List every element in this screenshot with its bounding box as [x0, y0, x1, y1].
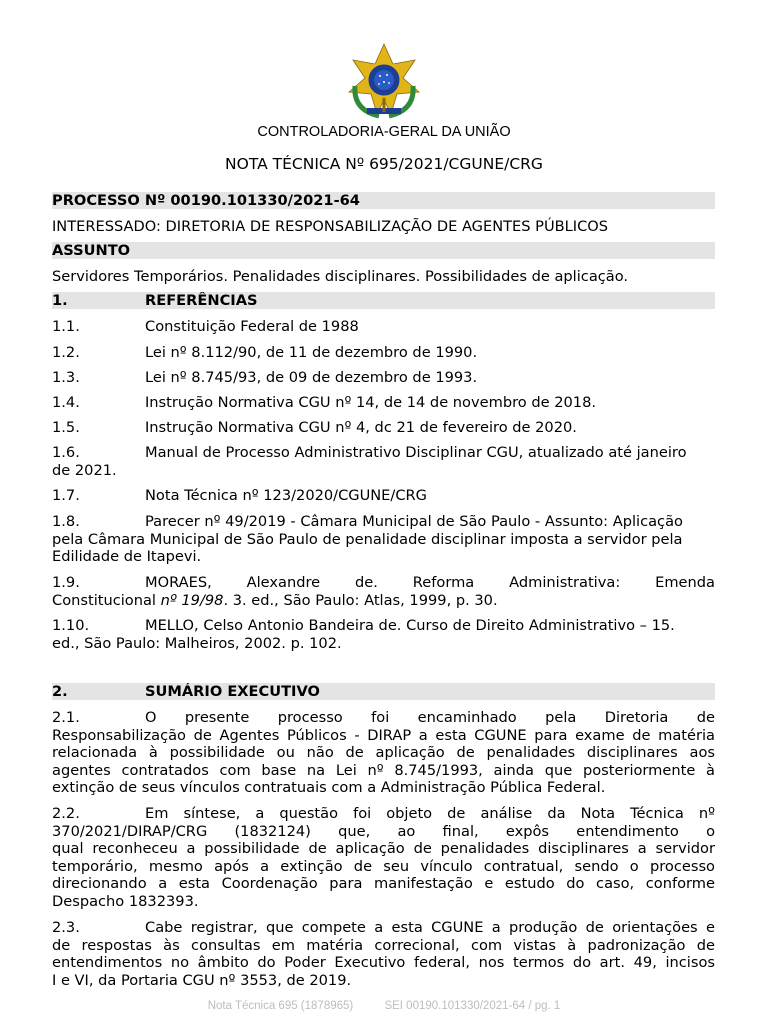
- assunto-text: Servidores Temporários. Penalidades disciplinares. Possibilidades de aplicação.: [52, 268, 629, 285]
- paragraph-line: [52, 805, 715, 823]
- item-text: Parecer nº 49/2019 - Câmara Municipal de São Paulo - Assunto: Aplicação: [145, 513, 683, 530]
- section-title: REFERÊNCIAS: [145, 292, 258, 309]
- reference-item: [52, 419, 715, 437]
- reference-item: [52, 444, 715, 462]
- paragraph-line: extinção de seus vínculos contratuais com a Administração Pública Federal.: [52, 779, 606, 796]
- item-number: 1.8.: [52, 513, 80, 530]
- section-number: 2.: [52, 683, 68, 700]
- footer-note-id: Nota Técnica 695 (1878965): [207, 1000, 354, 1012]
- section-title: SUMÁRIO EXECUTIVO: [145, 683, 320, 700]
- item-number: 1.7.: [52, 487, 80, 504]
- item-continuation: Edilidade de Itapevi.: [52, 548, 202, 565]
- reference-item: [52, 617, 715, 635]
- paragraph-number: 2.1.: [52, 709, 80, 726]
- paragraph-line: Responsabilização de Agentes Públicos - DIRAP a esta CGUNE para exame de matéria: [52, 726, 715, 744]
- item-continuation: de 2021.: [52, 461, 117, 479]
- section-number: 1.: [52, 292, 68, 309]
- note-title: NOTA TÉCNICA Nº 695/2021/CGUNE/CRG: [225, 155, 543, 173]
- paragraph-text: Cabe registrar, que compete a esta CGUNE a produção de orientações e: [145, 919, 715, 936]
- footer-sei-page: SEI 00190.101330/2021-64 / pg. 1: [384, 1000, 561, 1012]
- reference-item: [52, 487, 715, 505]
- continuation-text: Constitucional: [52, 591, 161, 609]
- item-text: Instrução Normativa CGU nº 4, dc 21 de fevereiro de 2020.: [145, 419, 577, 436]
- item-text: MORAES, Alexandre de. Reforma Administrativa: Emenda: [145, 574, 715, 591]
- paragraph-line: [52, 919, 715, 937]
- item-text: Lei nº 8.112/90, de 11 de dezembro de 1990.: [145, 344, 478, 361]
- interessado-line: INTERESSADO: DIRETORIA DE RESPONSABILIZAÇÃO DE AGENTES PÚBLICOS: [52, 218, 609, 235]
- item-continuation: ed., São Paulo: Malheiros, 2002. p. 102.: [52, 634, 342, 652]
- reference-item: [52, 318, 715, 336]
- reference-item: [52, 344, 715, 362]
- item-number: 1.4.: [52, 394, 80, 411]
- paragraph-line: entendimentos no âmbito do Poder Executivo federal, nos termos do art. 49, incisos: [52, 954, 715, 971]
- organization-name: CONTROLADORIA-GERAL DA UNIÃO: [257, 124, 511, 140]
- reference-item: [52, 394, 715, 412]
- item-text: Constituição Federal de 1988: [145, 318, 359, 335]
- continuation-text: . 3. ed., São Paulo: Atlas, 1999, p. 30.: [223, 591, 498, 609]
- paragraph-number: 2.2.: [52, 805, 80, 822]
- paragraph-line: 370/2021/DIRAP/CRG (1832124) que, ao final, expôs entendimento o: [52, 822, 715, 840]
- item-text: Lei nº 8.745/93, de 09 de dezembro de 1993.: [145, 369, 478, 386]
- item-continuation: [52, 592, 715, 610]
- paragraph-line: qual reconheceu a possibilidade de aplicação de penalidades disciplinares a servidor: [52, 840, 715, 857]
- item-number: 1.5.: [52, 419, 80, 436]
- section-2-heading: [52, 683, 715, 700]
- reference-item: [52, 513, 715, 531]
- item-number: 1.6.: [52, 444, 80, 461]
- item-text: Nota Técnica nº 123/2020/CGUNE/CRG: [145, 487, 427, 504]
- paragraph-line: de respostas às consultas em matéria correcional, com vistas à padronização de: [52, 936, 715, 954]
- processo-bar: PROCESSO Nº 00190.101330/2021-64: [52, 192, 715, 209]
- item-text: Instrução Normativa CGU nº 14, de 14 de novembro de 2018.: [145, 394, 596, 411]
- reference-item: [52, 369, 715, 387]
- paragraph-line: I e VI, da Portaria CGU nº 3553, de 2019.: [52, 971, 352, 989]
- reference-item: [52, 574, 715, 592]
- item-text: MELLO, Celso Antonio Bandeira de. Curso de Direito Administrativo – 15.: [145, 617, 675, 634]
- paragraph-line: Despacho 1832393.: [52, 892, 199, 910]
- paragraph-text: Em síntese, a questão foi objeto de análise da Nota Técnica nº: [145, 805, 715, 822]
- paragraph-line: relacionada à possibilidade ou não de aplicação de penalidades disciplinares aos: [52, 744, 715, 761]
- item-number: 1.3.: [52, 369, 80, 386]
- paragraph-line: [52, 709, 715, 727]
- page-footer: [0, 1000, 768, 1012]
- paragraph-text: O presente processo foi encaminhado pela Diretoria de: [145, 709, 715, 726]
- item-continuation: pela Câmara Municipal de São Paulo de penalidade disciplinar imposta a servidor pela: [52, 530, 683, 548]
- italic-text: nº 19/98: [160, 591, 224, 609]
- item-number: 1.10.: [52, 617, 90, 634]
- item-number: 1.9.: [52, 574, 80, 591]
- paragraph-number: 2.3.: [52, 919, 80, 936]
- item-number: 1.2.: [52, 344, 80, 361]
- paragraph-line: agentes contratados com base na Lei nº 8.745/1993, ainda que posteriormente à: [52, 761, 715, 779]
- paragraph-line: temporário, mesmo após a extinção de seu vínculo contratual, sendo o processo: [52, 857, 715, 875]
- coat-of-arms-icon: [343, 42, 425, 120]
- item-text: Manual de Processo Administrativo Disciplinar CGU, atualizado até janeiro: [145, 444, 687, 461]
- item-number: 1.1.: [52, 318, 80, 335]
- section-1-heading: [52, 292, 715, 309]
- assunto-heading: ASSUNTO: [52, 242, 715, 259]
- paragraph-line: direcionando a esta Coordenação para manifestação e estudo do caso, conforme: [52, 875, 715, 892]
